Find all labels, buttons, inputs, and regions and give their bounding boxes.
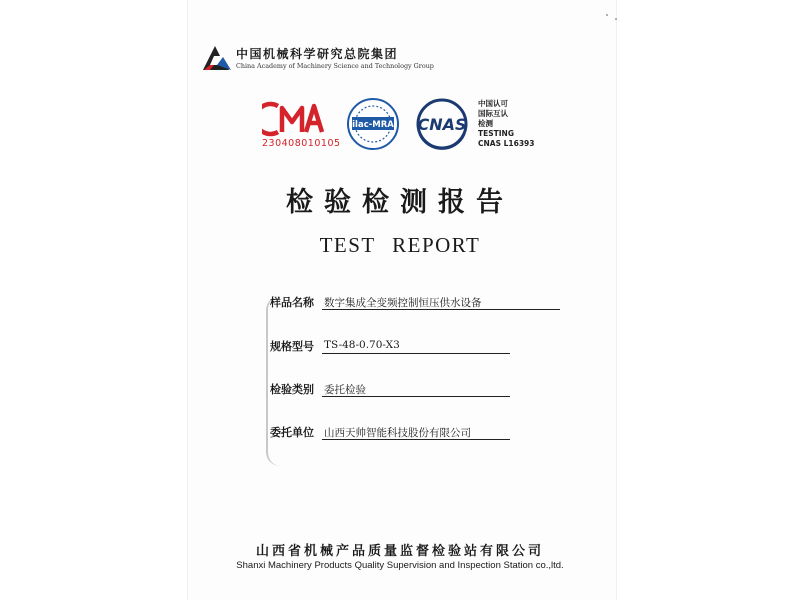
- cnas-line: 检测: [478, 119, 493, 128]
- ilac-mra-logo-icon: [346, 97, 400, 151]
- field-label: 检验类别: [270, 383, 314, 396]
- field-value: TS-48-0.70-X3: [324, 339, 400, 351]
- scan-speck: [606, 14, 608, 16]
- cma-code: 230408010105: [262, 138, 341, 149]
- org-name-en: China Academy of Machinery Science and Technology Group: [236, 62, 434, 70]
- field-label: 样品名称: [270, 296, 314, 309]
- report-title-cn: 检验检测报告: [286, 187, 514, 218]
- org-name-cn: 中国机械科学研究总院集团: [236, 47, 399, 61]
- cma-logo-icon: [262, 100, 328, 138]
- svg-text:ilac-MRA: ilac-MRA: [352, 120, 394, 130]
- report-title-en: TEST REPORT: [319, 233, 481, 257]
- cnas-accreditation-text: [478, 99, 534, 149]
- field-value: 委托检验: [324, 384, 366, 396]
- cnas-line: CNAS L16393: [478, 139, 535, 148]
- issuer-name-en: Shanxi Machinery Products Quality Supervision and Inspection Station co.,ltd.: [236, 560, 564, 571]
- org-logo-icon: [200, 43, 234, 73]
- field-label: 委托单位: [270, 426, 314, 439]
- svg-text:CNAS: CNAS: [417, 115, 467, 134]
- field-label: 规格型号: [270, 340, 314, 353]
- cnas-line: 国际互认: [478, 109, 508, 118]
- field-value: 山西天帅智能科技股份有限公司: [324, 427, 471, 439]
- scan-speck: [615, 18, 617, 20]
- cnas-logo-icon: [410, 98, 474, 150]
- field-value: 数字集成全变频控制恒压供水设备: [324, 297, 482, 309]
- field-underline: [322, 353, 510, 354]
- cnas-line: TESTING: [478, 129, 514, 138]
- cnas-line: 中国认可: [478, 99, 508, 108]
- issuer-name-cn: 山西省机械产品质量监督检验站有限公司: [255, 544, 544, 559]
